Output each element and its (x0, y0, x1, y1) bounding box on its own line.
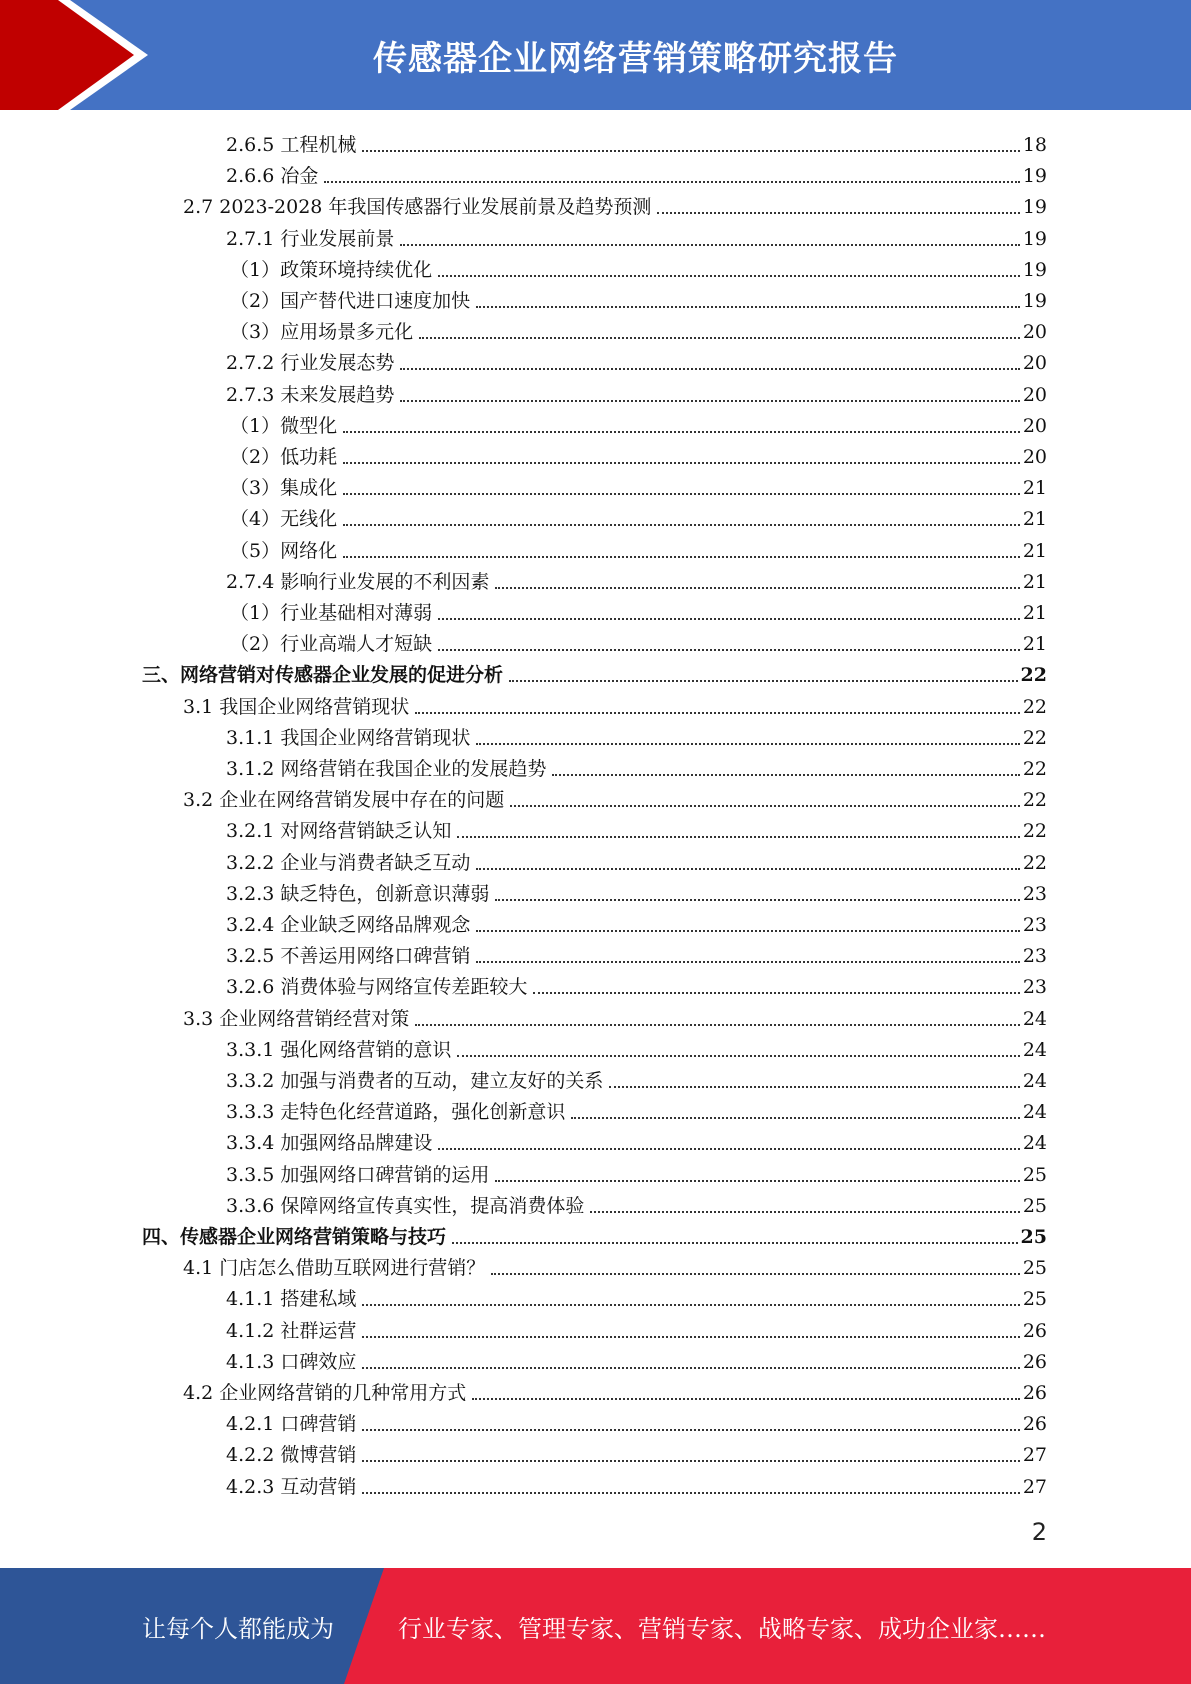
toc-dot-leader (324, 180, 1019, 183)
toc-entry-label: 3.2.6 消费体验与网络宣传差距较大 (226, 976, 528, 999)
toc-entry[interactable] (230, 500, 1047, 531)
toc-entry-page: 23 (1022, 882, 1047, 905)
toc-entry-label: （1）微型化 (230, 414, 338, 437)
toc-entry-label: 3.2 企业在网络营销发展中存在的问题 (183, 789, 505, 812)
toc-dot-leader (343, 461, 1020, 464)
toc-entry-page: 24 (1022, 1101, 1047, 1124)
footer-slogan-left: 让每个人都能成为 (142, 1614, 334, 1643)
toc-entry-page: 25 (1022, 1194, 1047, 1217)
toc-entry-label: 三、网络营销对传感器企业发展的促进分析 (142, 664, 504, 687)
toc-entry-page: 25 (1022, 1163, 1047, 1186)
toc-entry[interactable] (230, 313, 1047, 344)
toc-entry-label: 2.7 2023-2028 年我国传感器行业发展前景及趋势预测 (183, 196, 652, 219)
toc-entry[interactable] (226, 126, 1047, 157)
toc-entry-page: 22 (1022, 851, 1047, 874)
page-footer (0, 1568, 1191, 1684)
toc-entry[interactable] (183, 1000, 1047, 1031)
toc-entry-label: 3.3.6 保障网络宣传真实性，提高消费体验 (226, 1194, 585, 1217)
toc-entry-label: 四、传感器企业网络营销策略与技巧 (142, 1226, 447, 1248)
toc-entry-page: 22 (1022, 789, 1047, 812)
toc-dot-leader (438, 617, 1020, 620)
toc-entry[interactable] (230, 282, 1047, 313)
toc-entry[interactable] (226, 1124, 1047, 1155)
toc-dot-leader (343, 523, 1020, 526)
toc-entry[interactable] (230, 594, 1047, 625)
toc-entry[interactable] (230, 407, 1047, 438)
toc-entry[interactable] (226, 563, 1047, 594)
toc-dot-leader (495, 1179, 1019, 1182)
toc-entry-label: 2.7.4 影响行业发展的不利因素 (226, 570, 490, 593)
toc-entry-page: 21 (1022, 633, 1047, 656)
toc-dot-leader (438, 274, 1020, 277)
toc-entry-label: 4.2.1 口碑营销 (226, 1413, 357, 1436)
toc-entry-label: 4.1.2 社群运营 (226, 1319, 357, 1342)
toc-entry-label: （2）低功耗 (230, 446, 338, 468)
toc-dot-leader (362, 1303, 1019, 1306)
toc-entry[interactable] (226, 1312, 1047, 1343)
toc-entry[interactable] (226, 968, 1047, 999)
toc-dot-leader (343, 555, 1020, 558)
toc-entry[interactable] (226, 1156, 1047, 1187)
page-header (0, 0, 1191, 110)
toc-entry-page: 22 (1022, 758, 1047, 780)
toc-entry-page: 19 (1022, 290, 1047, 312)
toc-entry-label: 3.3.3 走特色化经营道路，强化创新意识 (226, 1101, 566, 1124)
toc-entry[interactable] (230, 438, 1047, 469)
toc-entry-page: 25 (1022, 1288, 1047, 1311)
toc-dot-leader (657, 211, 1019, 214)
toc-entry-label: 2.7.1 行业发展前景 (226, 227, 395, 250)
toc-entry-page: 26 (1022, 1382, 1047, 1404)
toc-entry-label: （3）应用场景多元化 (230, 321, 414, 344)
toc-entry[interactable] (142, 656, 1047, 687)
toc-entry-page: 19 (1022, 227, 1047, 250)
toc-dot-leader (362, 1428, 1019, 1431)
toc-entry[interactable] (226, 812, 1047, 843)
toc-dot-leader (495, 586, 1019, 589)
toc-entry[interactable] (183, 1249, 1047, 1280)
toc-dot-leader (362, 149, 1019, 152)
toc-entry-label: （3）集成化 (230, 477, 338, 500)
toc-entry-page: 23 (1022, 976, 1047, 999)
toc-entry-label: 3.1.1 我国企业网络营销现状 (226, 726, 471, 749)
toc-entry-label: 4.2.2 微博营销 (226, 1444, 357, 1467)
toc-dot-leader (609, 1085, 1019, 1088)
toc-dot-leader (510, 804, 1020, 807)
toc-dot-leader (419, 336, 1020, 339)
toc-entry-page: 19 (1022, 165, 1047, 188)
toc-entry-label: （2）行业高端人才短缺 (230, 633, 433, 656)
toc-dot-leader (590, 1210, 1019, 1213)
toc-dot-leader (343, 430, 1020, 433)
toc-entry[interactable] (226, 157, 1047, 188)
footer-slogan-right: 行业专家、管理专家、营销专家、战略专家、成功企业家…… (398, 1614, 1046, 1643)
toc-entry-label: 3.2.5 不善运用网络口碑营销 (226, 945, 471, 968)
toc-entry-page: 26 (1022, 1413, 1047, 1436)
toc-entry-page: 20 (1022, 321, 1047, 344)
toc-dot-leader (533, 991, 1019, 994)
toc-entry-page: 22 (1022, 726, 1047, 749)
toc-entry-label: 4.1.1 搭建私域 (226, 1288, 357, 1311)
toc-dot-leader (571, 1116, 1019, 1119)
toc-entry[interactable] (226, 1031, 1047, 1062)
toc-entry-label: 3.3.2 加强与消费者的互动，建立友好的关系 (226, 1070, 604, 1092)
toc-dot-leader (362, 1459, 1019, 1462)
toc-entry-label: 3.1 我国企业网络营销现状 (183, 695, 410, 718)
toc-entry[interactable] (226, 344, 1047, 375)
toc-dot-leader (438, 648, 1020, 651)
toc-dot-leader (400, 399, 1019, 402)
toc-entry[interactable] (183, 781, 1047, 812)
toc-entry[interactable] (183, 1374, 1047, 1405)
toc-dot-leader (343, 492, 1020, 495)
toc-entry[interactable] (230, 625, 1047, 656)
toc-entry-page: 20 (1022, 352, 1047, 375)
toc-dot-leader (362, 1335, 1019, 1338)
toc-entry-page: 24 (1022, 1007, 1047, 1030)
toc-entry-page: 27 (1022, 1444, 1047, 1467)
toc-entry-label: 3.2.1 对网络营销缺乏认知 (226, 820, 452, 843)
toc-entry[interactable] (226, 906, 1047, 937)
toc-dot-leader (415, 711, 1020, 714)
toc-dot-leader (495, 898, 1019, 901)
toc-entry-page: 25 (1020, 1226, 1047, 1248)
toc-entry-label: 3.3 企业网络营销经营对策 (183, 1007, 410, 1030)
toc-entry[interactable] (226, 844, 1047, 875)
toc-entry-label: （2）国产替代进口速度加快 (230, 290, 471, 312)
toc-entry-label: 2.7.3 未来发展趋势 (226, 383, 395, 406)
toc-entry-page: 27 (1022, 1475, 1047, 1498)
toc-dot-leader (476, 305, 1020, 308)
toc-entry[interactable] (226, 220, 1047, 251)
toc-dot-leader (452, 1241, 1018, 1244)
toc-entry-label: 3.1.2 网络营销在我国企业的发展趋势 (226, 758, 547, 780)
toc-entry-page: 22 (1022, 695, 1047, 718)
toc-entry[interactable] (226, 376, 1047, 407)
toc-dot-leader (552, 773, 1019, 776)
toc-entry-page: 20 (1022, 446, 1047, 468)
toc-entry-page: 24 (1022, 1038, 1047, 1061)
toc-entry-page: 21 (1022, 508, 1047, 531)
toc-entry-label: 3.3.1 强化网络营销的意识 (226, 1038, 452, 1061)
toc-entry-label: （5）网络化 (230, 539, 338, 562)
toc-entry-page: 21 (1022, 602, 1047, 624)
toc-entry-page: 23 (1022, 945, 1047, 968)
toc-entry[interactable] (230, 251, 1047, 282)
toc-dot-leader (438, 1147, 1019, 1150)
toc-dot-leader (476, 929, 1019, 932)
toc-dot-leader (457, 1054, 1019, 1057)
toc-entry[interactable] (226, 1468, 1047, 1499)
toc-entry-label: 3.3.5 加强网络口碑营销的运用 (226, 1163, 490, 1186)
toc-entry-label: 4.1 门店怎么借助互联网进行营销？ (183, 1257, 486, 1280)
toc-dot-leader (362, 1366, 1019, 1369)
toc-entry-label: （4）无线化 (230, 508, 338, 531)
toc-entry-label: 3.2.4 企业缺乏网络品牌观念 (226, 914, 471, 936)
toc-entry-page: 26 (1022, 1319, 1047, 1342)
toc-dot-leader (415, 1023, 1020, 1026)
toc-entry-page: 20 (1022, 383, 1047, 406)
toc-entry-page: 19 (1022, 258, 1047, 281)
toc-entry[interactable] (226, 937, 1047, 968)
toc-entry[interactable] (226, 1062, 1047, 1093)
toc-dot-leader (476, 960, 1019, 963)
toc-dot-leader (400, 367, 1019, 370)
toc-entry-label: （1）行业基础相对薄弱 (230, 602, 433, 624)
toc-entry-page: 25 (1022, 1257, 1047, 1280)
toc-entry[interactable] (226, 1280, 1047, 1311)
toc-entry[interactable] (226, 750, 1047, 781)
toc-dot-leader (457, 835, 1019, 838)
toc-entry-page: 21 (1022, 570, 1047, 593)
toc-entry-label: 3.2.2 企业与消费者缺乏互动 (226, 851, 471, 874)
toc-entry[interactable] (226, 1093, 1047, 1124)
toc-entry-page: 24 (1022, 1132, 1047, 1155)
toc-entry[interactable] (226, 1343, 1047, 1374)
toc-entry[interactable] (226, 1436, 1047, 1467)
toc-dot-leader (472, 1397, 1020, 1400)
toc-entry-page: 22 (1020, 664, 1047, 687)
toc-entry-label: 2.6.5 工程机械 (226, 134, 357, 156)
toc-entry-label: 2.6.6 冶金 (226, 165, 319, 188)
toc-entry[interactable] (183, 188, 1047, 219)
toc-dot-leader (476, 742, 1019, 745)
toc-entry-page: 24 (1022, 1070, 1047, 1092)
toc-entry-label: 3.2.3 缺乏特色，创新意识薄弱 (226, 882, 490, 905)
toc-entry[interactable] (230, 469, 1047, 500)
toc-entry[interactable] (226, 1187, 1047, 1218)
toc-entry-label: （1）政策环境持续优化 (230, 258, 433, 281)
toc-entry[interactable] (183, 688, 1047, 719)
toc-entry[interactable] (142, 1218, 1047, 1249)
toc-dot-leader (400, 243, 1019, 246)
toc-entry-page: 22 (1022, 820, 1047, 843)
page-number: 2 (1031, 1518, 1047, 1546)
toc-entry[interactable] (226, 875, 1047, 906)
toc-entry-page: 21 (1022, 539, 1047, 562)
toc-entry-label: 4.2.3 互动营销 (226, 1475, 357, 1498)
toc-entry-page: 18 (1022, 134, 1047, 156)
toc-entry-label: 4.2 企业网络营销的几种常用方式 (183, 1382, 467, 1404)
toc-entry-page: 20 (1022, 414, 1047, 437)
toc-entry[interactable] (226, 719, 1047, 750)
toc-entry-label: 4.1.3 口碑效应 (226, 1350, 357, 1373)
toc-dot-leader (362, 1491, 1019, 1494)
toc-dot-leader (476, 867, 1019, 870)
toc-entry[interactable] (230, 532, 1047, 563)
toc-entry-label: 3.3.4 加强网络品牌建设 (226, 1132, 433, 1155)
toc-entry[interactable] (226, 1405, 1047, 1436)
toc-dot-leader (491, 1272, 1020, 1275)
toc-entry-page: 21 (1022, 477, 1047, 500)
toc-dot-leader (509, 679, 1018, 682)
toc-entry-page: 26 (1022, 1350, 1047, 1373)
toc-entry-page: 23 (1022, 914, 1047, 936)
toc-entry-page: 19 (1022, 196, 1047, 219)
report-title: 传感器企业网络营销策略研究报告 (373, 38, 898, 79)
toc-entry-label: 2.7.2 行业发展态势 (226, 352, 395, 375)
